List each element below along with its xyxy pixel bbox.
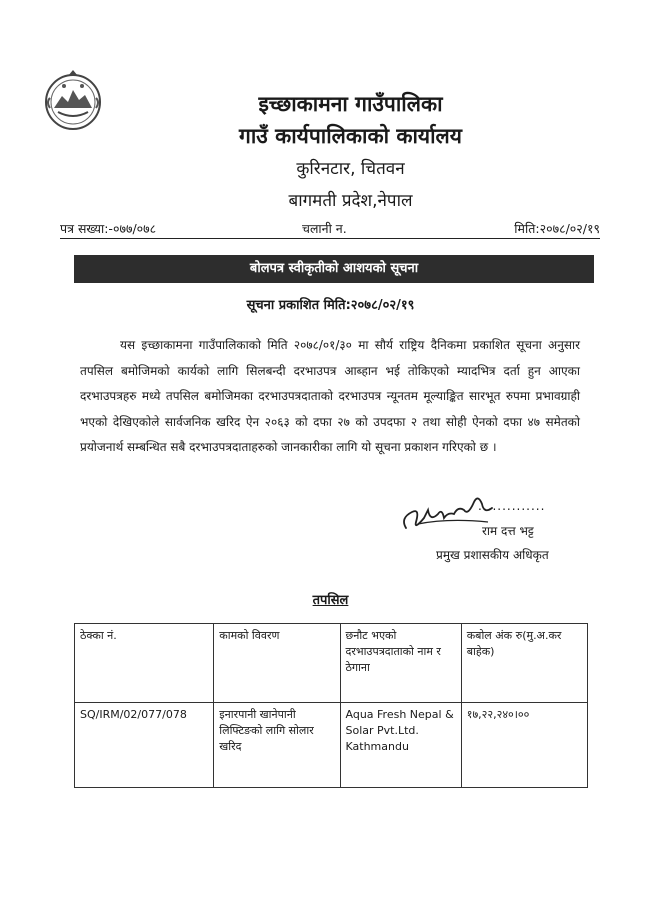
signatory-name: राम दत्त भट्ट bbox=[482, 524, 534, 538]
header-description: कामको विवरण bbox=[214, 624, 340, 703]
municipality-name: इच्छाकामना गाउँपालिका bbox=[258, 92, 443, 116]
office-name: गाउँ कार्यपालिकाको कार्यालय bbox=[239, 124, 462, 148]
tapsil-heading: तपसिल bbox=[312, 593, 349, 608]
office-address: कुरिनटार, चितवन bbox=[296, 159, 405, 179]
cell-amount: १७,२२,२४०।०० bbox=[461, 703, 587, 788]
reference-row bbox=[60, 219, 600, 239]
header-bidder: छनौट भएको दरभाउपत्रदाताको नाम र ठेगाना bbox=[340, 624, 461, 703]
notice-heading: बोलपत्र स्वीकृतीको आशयको सूचना bbox=[74, 255, 594, 283]
letter-date: मिति:२०७८/०२/१९ bbox=[514, 221, 600, 236]
cell-description: इनारपानी खानेपानी लिफ्टिङको लागि सोलार खरिद bbox=[214, 703, 340, 788]
tapsil-table bbox=[74, 623, 588, 788]
table-row bbox=[75, 703, 588, 788]
cell-bidder: Aqua Fresh Nepal & Solar Pvt.Ltd. Kathmandu bbox=[340, 703, 461, 788]
published-date: सूचना प्रकाशित मिति:२०७८/०२/१९ bbox=[246, 298, 415, 313]
province: बागमती प्रदेश,नेपाल bbox=[288, 191, 413, 211]
signature-line: .............. bbox=[478, 499, 546, 513]
header-contract-no: ठेक्का नं. bbox=[75, 624, 214, 703]
signatory-title: प्रमुख प्रशासकीय अधिकृत bbox=[436, 548, 549, 562]
letter-number: पत्र सख्या:-०७७/०७८ bbox=[60, 221, 157, 236]
dispatch-number: चलानी न. bbox=[302, 221, 347, 236]
header-amount: कबोल अंक रु(मु.अ.कर बाहेक) bbox=[461, 624, 587, 703]
notice-body: यस इच्छाकामना गाउँपालिकाको मिति २०७८/०१/३० मा सौर्य राष्ट्रिय दैनिकमा प्रकाशित सूचना अनुसार तपसिल बमोजिमको कार्यको लागि सिलबन्दी दरभाउपत्र आब्हान भई तोकिएको म्यादभित्र दर्ता हुन आएका दरभाउपत्रहरु मध्ये तपसिल बमोजिमका दरभाउपत्रदाताको दरभाउपत्र न्यूनतम मूल्याङ्कित सारभूत रुपमा प्रभावग्राही भएको देखिएकोले सार्वजनिक खरिद ऐन २०६३ को दफा २७ को उपदफा २ तथा सोही ऐनको दफा ४७ समेतको प्रयोजनार्थ सम्बन्धित सबै दरभाउपत्रदाताहरुको जानकारीका लागि यो सूचना प्रकाशन गरिएको छ । bbox=[80, 338, 580, 454]
cell-contract-no: SQ/IRM/02/077/078 bbox=[75, 703, 214, 788]
table-header-row bbox=[75, 624, 588, 703]
